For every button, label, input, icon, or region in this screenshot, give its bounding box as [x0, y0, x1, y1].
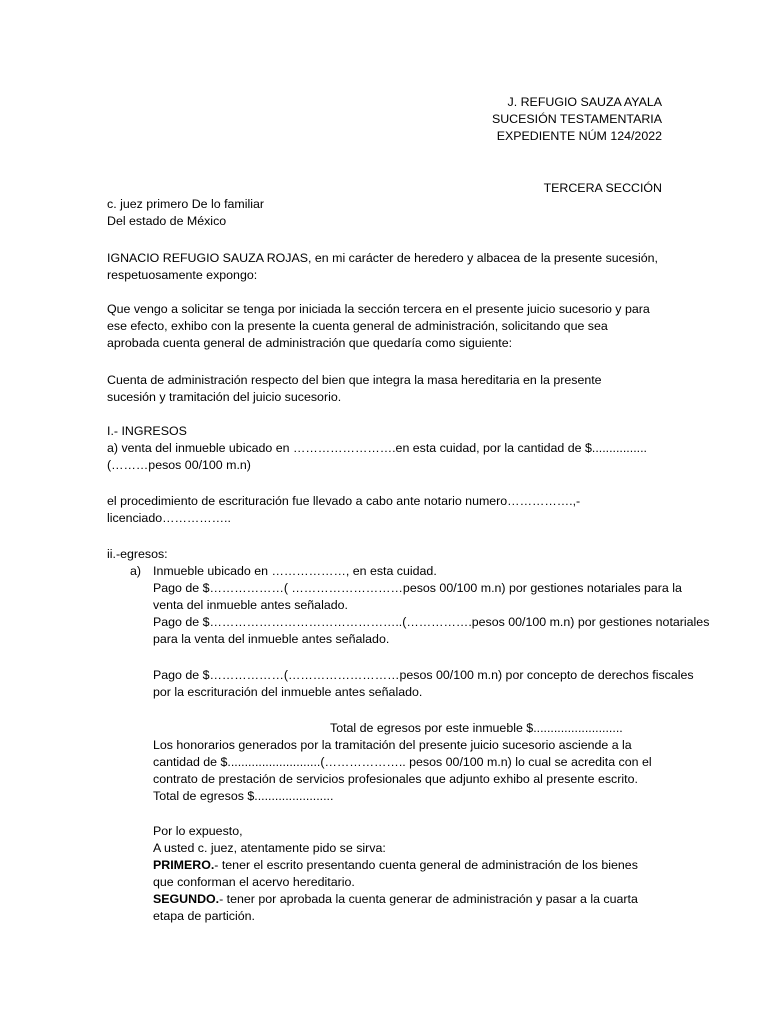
total-inmueble: Total de egresos por este inmueble $.......................... — [330, 721, 623, 735]
pago-line: Pago de $………………(………………………pesos 00/100 m.n) por concepto de derechos fiscales — [153, 668, 694, 682]
ingresos-line: (………pesos 00/100 m.n) — [107, 458, 251, 472]
closing-section — [153, 823, 673, 925]
paragraph-line: contrato de prestación de servicios profesionales que adjunto exhibo al presente escrito. — [153, 772, 638, 786]
closing-line: Por lo expuesto, — [153, 824, 243, 838]
ingresos-title: I.- INGRESOS — [107, 424, 187, 438]
segundo-text: - tener por aprobada la cuenta generar de administración y pasar a la cuarta — [219, 892, 638, 906]
account-paragraph — [107, 372, 667, 406]
paragraph-line: cantidad de $...........................(……………….. pesos 00/100 m.n) lo cual se acredita con el — [153, 755, 652, 769]
pago-line: Pago de $………………………………………..(…………….pesos 00/100 m.n) por gestiones notariales — [153, 615, 710, 629]
paragraph-line: el procedimiento de escrituración fue llevado a cabo ante notario numero…………….,- — [107, 494, 581, 508]
notary-paragraph — [107, 493, 667, 527]
segundo-label: SEGUNDO. — [153, 892, 220, 906]
primero-label: PRIMERO. — [153, 858, 215, 872]
addressee-line: c. juez primero De lo familiar — [107, 197, 264, 211]
paragraph-line: Que vengo a solicitar se tenga por iniciada la sección tercera en el presente juicio sucesorio y para — [107, 302, 650, 316]
paragraph-line: Los honorarios generados por la tramitación del presente juicio sucesorio asciende a la — [153, 738, 632, 752]
pago-line: venta del inmueble antes señalado. — [153, 598, 348, 612]
honorarios-paragraph — [153, 737, 673, 805]
ingresos-section — [107, 423, 667, 474]
paragraph-line: Cuenta de administración respecto del bien que integra la masa hereditaria en la presente — [107, 373, 602, 387]
header-block — [492, 94, 662, 145]
section-title: TERCERA SECCIÓN — [543, 181, 662, 195]
paragraph-line: licenciado…………….. — [107, 511, 231, 525]
egresos-item-line: Inmueble ubicado en ………………, en esta cuidad. — [153, 564, 437, 578]
segundo-line-2: etapa de partición. — [153, 909, 255, 923]
addressee-block — [107, 196, 667, 230]
closing-line: A usted c. juez, atentamente pido se sirva: — [153, 841, 386, 855]
paragraph-line: aprobada cuenta general de administración que quedaría como siguiente: — [107, 336, 513, 350]
paragraph-line: ese efecto, exhibo con la presente la cuenta general de administración, solicitando que sea — [107, 319, 608, 333]
header-name: J. REFUGIO SAUZA AYALA — [507, 95, 662, 109]
paragraph-line: IGNACIO REFUGIO SAUZA ROJAS, en mi carácter de heredero y albacea de la presente sucesión, — [107, 251, 658, 265]
addressee-line: Del estado de México — [107, 214, 227, 228]
primero-line-2: que conforman el acervo hereditario. — [153, 875, 355, 889]
pago-fiscal — [153, 667, 694, 701]
intro-paragraph — [107, 250, 667, 284]
pago-line: Pago de $………………( ………………………pesos 00/100 m.n) por gestiones notariales para la — [153, 581, 682, 595]
total-egresos: Total de egresos $....................... — [153, 789, 334, 803]
pago-line: por la escrituración del inmueble antes señalado. — [153, 685, 423, 699]
egresos-item-label: a) — [130, 564, 142, 578]
egresos-item — [153, 563, 710, 648]
request-paragraph — [107, 301, 667, 352]
pago-line: para la venta del inmueble antes señalado. — [153, 632, 390, 646]
paragraph-line: respetuosamente expongo: — [107, 268, 258, 282]
segundo-line — [153, 891, 673, 908]
egresos-title: ii.-egresos: — [107, 547, 168, 561]
primero-line — [153, 857, 673, 874]
paragraph-line: sucesión y tramitación del juicio sucesorio. — [107, 390, 342, 404]
header-case-type: SUCESIÓN TESTAMENTARIA — [491, 112, 662, 126]
primero-text: - tener el escrito presentando cuenta general de administración de los bienes — [214, 858, 638, 872]
ingresos-line: a) venta del inmueble ubicado en …………………….en esta cuidad, por la cantidad de $................ — [107, 441, 647, 455]
header-file-number: EXPEDIENTE NÚM 124/2022 — [496, 129, 662, 143]
